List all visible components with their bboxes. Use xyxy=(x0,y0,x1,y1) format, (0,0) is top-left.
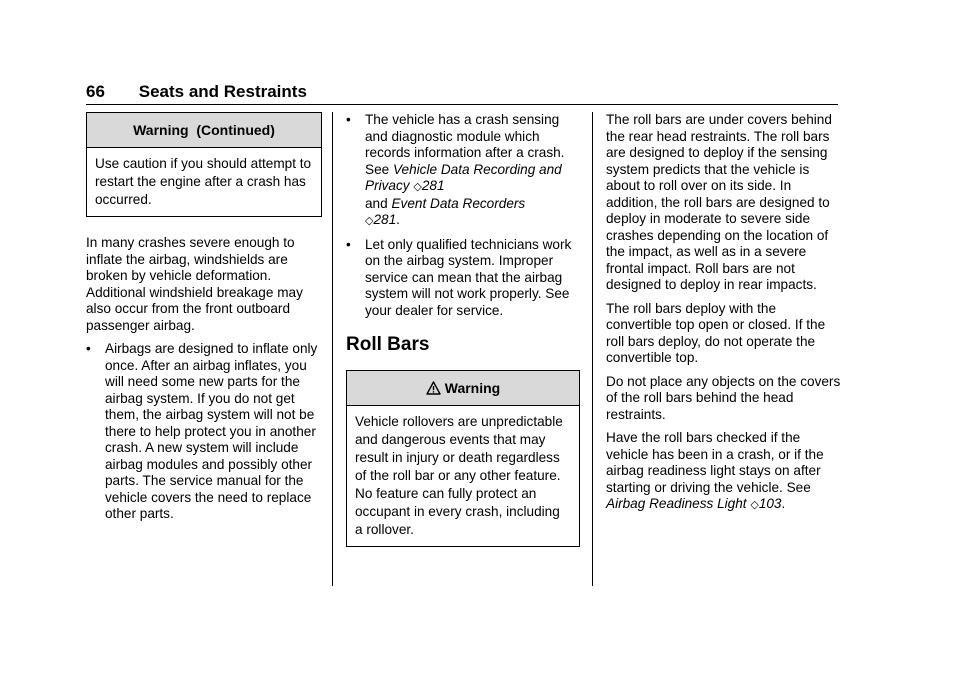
xref-page[interactable]: 281 xyxy=(421,178,445,193)
paragraph: The roll bars are under covers behind the rear head restraints. The roll bars are designed to deploy if the sensing system predicts that the vehicle is about to roll over on its side. In addition, the roll bars are designed to deploy in moderate to severe side crashes depending on the location of the impact, as well as in a severe frontal impact. Roll bars are not designed to deploy in rear impacts. xyxy=(606,112,832,292)
warning-text: Vehicle rollovers are unpredictable and dangerous events that may result in injury or death regardless of the roll bar or any other feature. No feature can fully protect an occupant in every crash, including a rollover. xyxy=(355,414,563,537)
xref-link[interactable]: Airbag Readiness Light xyxy=(606,496,747,511)
list-item xyxy=(346,112,580,230)
column-3 xyxy=(606,112,842,521)
warning-text: Use caution if you should attempt to restart the engine after a crash has occurred. xyxy=(95,156,312,207)
paragraph: In many crashes severe enough to inflate the airbag, windshields are broken by vehicle deformation. Additional windshield breakage may also occur from the front outboard passenger airbag. xyxy=(86,235,303,333)
warning-box xyxy=(346,370,580,547)
period: . xyxy=(396,212,400,227)
paragraph: Do not place any objects on the covers of the roll bars behind the head restraints. xyxy=(606,373,841,422)
alert-triangle-icon xyxy=(426,373,441,407)
paragraph: The roll bars deploy with the convertible top open or closed. If the roll bars deploy, do not operate the convertible top. xyxy=(606,300,826,365)
list-item xyxy=(346,237,580,320)
bullet-text: The vehicle has a crash sensing and diagnostic module which records information after a crash. See xyxy=(365,112,565,177)
bullet: • xyxy=(346,236,351,252)
and-text: and xyxy=(365,195,388,211)
warning-header xyxy=(347,371,579,406)
section-title: Roll Bars xyxy=(346,334,430,355)
xref-page[interactable]: 281 xyxy=(373,212,397,227)
page-ref-icon: ◇ xyxy=(365,215,374,227)
page-header xyxy=(86,82,838,105)
warning-box-continued xyxy=(86,112,322,217)
page-ref-icon: ◇ xyxy=(750,499,759,511)
xref-page[interactable]: 103 xyxy=(758,496,782,511)
column-divider xyxy=(592,112,593,586)
xref-link[interactable]: Vehicle Data Recording and Privacy xyxy=(365,161,562,193)
bullet-text: Airbags are designed to inflate only once. After an airbag inflates, you will need some new parts for the airbag system. If you do not get them, the airbag system will not be there to help protect you in another crash. A new system will include airbag modules and possibly other parts. The service manual for the vehicle covers the need to replace other parts. xyxy=(105,341,318,521)
column-divider xyxy=(332,112,333,586)
column-2 xyxy=(346,112,580,547)
warning-title: Warning (Continued) xyxy=(87,113,321,148)
bullet: • xyxy=(86,341,91,356)
page-ref-icon: ◇ xyxy=(413,181,422,193)
warning-title: Warning xyxy=(444,380,501,396)
paragraph xyxy=(606,430,842,514)
paragraph-text: Have the roll bars checked if the vehicle has been in a crash, or if the airbag readiness light stays on after starting or driving the vehicle. See xyxy=(606,430,824,495)
list-item xyxy=(86,341,322,523)
bullet-text: Let only qualified technicians work on the airbag system. Improper service can mean that the airbag system will not work properly. See your dealer for service. xyxy=(365,236,572,318)
xref-link[interactable]: Event Data Recorders xyxy=(391,195,526,211)
page-number: 66 xyxy=(86,82,105,101)
column-1 xyxy=(86,112,322,530)
period: . xyxy=(781,496,786,511)
chapter-title: Seats and Restraints xyxy=(138,82,307,101)
bullet: • xyxy=(346,112,351,127)
